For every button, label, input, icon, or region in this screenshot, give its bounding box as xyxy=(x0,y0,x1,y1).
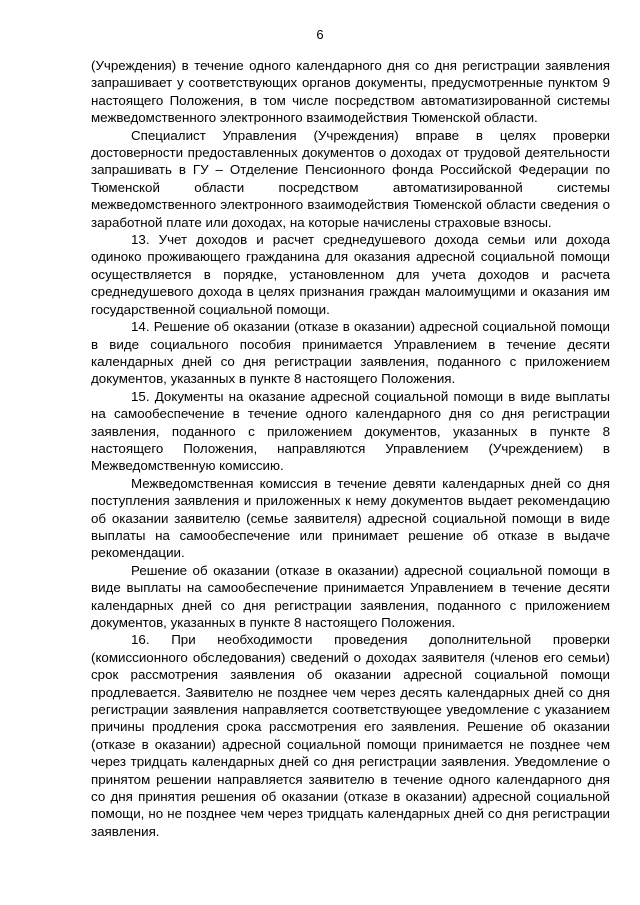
paragraph-decision: Решение об оказании (отказе в оказании) адресной социальной помощи в виде выплаты на самообеспечение принимается Управлением в течение десяти календарных дней со дня регистрации заявления, поданного с приложением документов, указанных в пункте 8 настоящего Положения. xyxy=(91,562,610,630)
paragraph-item-14: 14. Решение об оказании (отказе в оказании) адресной социальной помощи в виде социального пособия принимается Управлением в течение десяти календарных дней со дня регистрации заявления, поданного с приложением документов, указанных в пункте 8 настоящего Положения. xyxy=(91,319,610,387)
paragraph-specialist-request: Специалист Управления (Учреждения) вправе в целях проверки достоверности предоставленных документов о доходах от трудовой деятельности запрашивать в ГУ – Отделение Пенсионного фонда Российской Федерации по Тюменской области посредством автоматизированной системы межведомственного электронного взаимодействия Тюменской области сведения о заработной плате или доходах, на которые начислены страховые взносы. xyxy=(91,127,610,230)
paragraph-item-16: 16. При необходимости проведения дополнительной проверки (комиссионного обследования) сведений о доходах заявителя (членов его семьи) срок рассмотрения заявления об оказании адресной социальной помощи продлевается. Заявителю не позднее чем через десять календарных дней со дня регистрации заявления направляется соответствующее уведомление с указанием причины продления срока рассмотрения его заявления. Решение об оказании (отказе в оказании) адресной социальной помощи принимается не позднее чем через тридцать календарных дней со дня регистрации заявления. Уведомление о принятом решении направляется заявителю в течение одного календарного дня со дня принятия решения об оказании (отказе в оказании) адресной социальной помощи, но не позднее чем через тридцать календарных дней со дня регистрации заявления. xyxy=(91,632,610,839)
paragraph-continuation: (Учреждения) в течение одного календарного дня со дня регистрации заявления запрашивает у соответствующих органов документы, предусмотренные пунктом 9 настоящего Положения, в том числе посредством автоматизированной системы межведомственного электронного взаимодействия Тюменской области. xyxy=(91,58,610,126)
paragraph-item-15: 15. Документы на оказание адресной социальной помощи в виде выплаты на самообеспечение в течение одного календарного дня со дня регистрации заявления, поданного с приложением документов, указанных в пункте 8 настоящего Положения, направляются Управлением (Учреждением) в Межведомственную комиссию. xyxy=(91,388,610,474)
page-number: 6 xyxy=(316,27,324,42)
document-body xyxy=(91,57,610,840)
paragraph-item-13: 13. Учет доходов и расчет среднедушевого дохода семьи или дохода одиноко проживающего гражданина для оказания адресной социальной помощи осуществляется в порядке, установленном для учета доходов и расчета среднедушевого дохода в целях признания граждан малоимущими и оказания им государственной социальной помощи. xyxy=(91,232,610,317)
paragraph-commission: Межведомственная комиссия в течение девяти календарных дней со дня поступления заявления и приложенных к нему документов выдает рекомендацию об оказании заявителю (семье заявителя) адресной социальной помощи в виде выплаты на самообеспечение или принимает решение об отказе в выдаче рекомендации. xyxy=(91,475,610,561)
